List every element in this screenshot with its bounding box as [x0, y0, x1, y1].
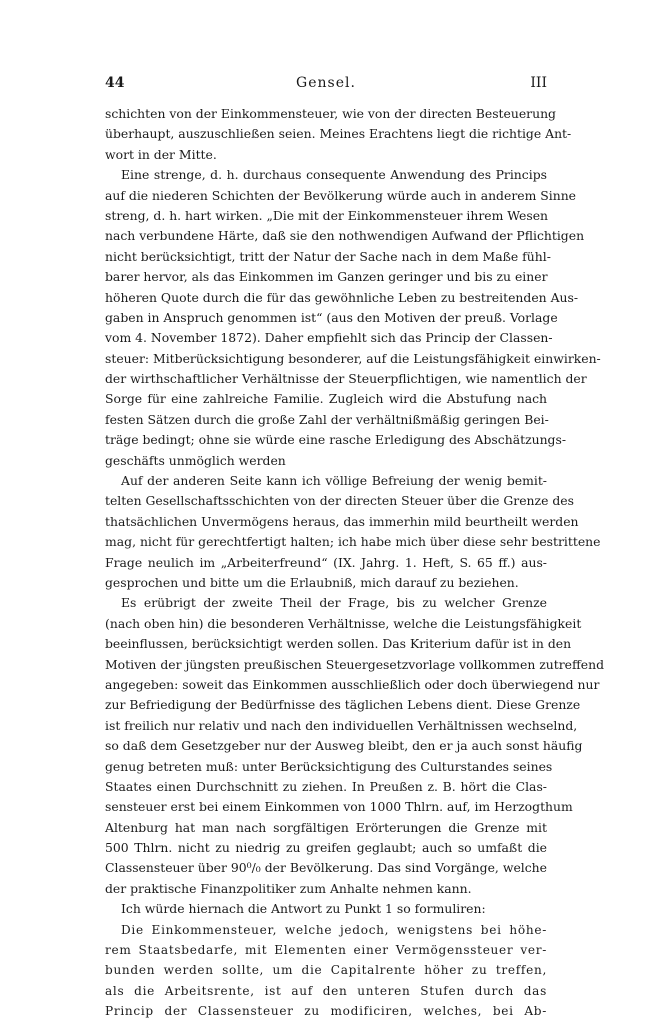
text-line: gaben in Anspruch genommen ist“ (aus den Motiven der preuß. Vorlage: [105, 309, 558, 325]
text-line: sensteuer erst bei einem Einkommen von 1000 Thlrn. auf, im Herzogthum: [105, 799, 573, 815]
text-line: geschäfts unmöglich werden: [105, 452, 286, 468]
text-line: 500 Thlrn. nicht zu niedrig zu greifen geglaubt; auch so umfaßt die: [105, 840, 547, 856]
text-line: thatsächlichen Unvermögens heraus, das immerhin mild beurtheilt werden: [105, 513, 579, 529]
text-line: Ich würde hiernach die Antwort zu Punkt 1 so formuliren:: [121, 901, 486, 917]
text-line: Es erübrigt der zweite Theil der Frage, bis zu welcher Grenze: [121, 595, 547, 611]
text-line: mag, nicht für gerechtfertigt halten; ich habe mich über diese sehr bestrittene: [105, 534, 601, 550]
text-line: Sorge für eine zahlreiche Familie. Zugleich wird die Abstufung nach: [105, 391, 547, 407]
text-line: zur Befriedigung der Bedürfnisse des täglichen Lebens dient. Diese Grenze: [105, 697, 581, 713]
running-header: [105, 75, 547, 97]
text-line: schichten von der Einkommensteuer, wie von der directen Besteuerung: [105, 106, 556, 121]
text-line: ist freilich nur relativ und nach den individuellen Verhältnissen wechselnd,: [105, 717, 578, 733]
text-line: als die Arbeitsrente, ist auf den unteren Stufen durch das: [105, 983, 547, 998]
text-line: angegeben: soweit das Einkommen ausschließlich oder doch überwiegend nur: [105, 676, 600, 692]
text-line: überhaupt, auszuschließen seien. Meines Erachtens liegt die richtige Ant-: [105, 126, 572, 142]
text-line: höheren Quote durch die für das gewöhnliche Leben zu bestreitenden Aus-: [105, 289, 579, 305]
text-line: vom 4. November 1872). Daher empfiehlt sich das Princip der Classen-: [105, 330, 553, 346]
text-line: Auf der anderen Seite kann ich völlige Befreiung der wenig bemit-: [121, 473, 547, 489]
text-line: streng, d. h. hart wirken. „Die mit der Einkommensteuer ihrem Wesen: [105, 207, 549, 223]
text-line: gesprochen und bitte um die Erlaubniß, mich darauf zu beziehen.: [105, 574, 519, 590]
text-line: telten Gesellschaftsschichten von der directen Steuer über die Grenze des: [105, 493, 574, 509]
text-line: nicht berücksichtigt, tritt der Natur der Sache nach in dem Maße fühl-: [105, 248, 551, 264]
text-line: Die Einkommensteuer, welche jedoch, wenigstens bei höhe-: [121, 922, 547, 937]
text-line: der wirthschaftlicher Verhältnisse der Steuerpflichtigen, wie namentlich der: [105, 371, 587, 387]
text-line: wort in der Mitte.: [105, 146, 217, 162]
text-line: barer hervor, als das Einkommen im Ganzen geringer und bis zu einer: [105, 269, 548, 285]
text-line: Frage neulich im „Arbeiterfreund“ (IX. Jahrg. 1. Heft, S. 65 ff.) aus-: [105, 554, 547, 570]
text-line: bunden werden sollte, um die Capitalrente höher zu treffen,: [105, 963, 547, 978]
text-line: rem Staatsbedarfe, mit Elementen einer Vermögenssteuer ver-: [105, 943, 547, 958]
text-line: Princip der Classensteuer zu modificiren, welches, bei Ab-: [105, 1004, 547, 1019]
text-line: so daß dem Gesetzgeber nur der Ausweg bleibt, den er ja auch sonst häufig: [105, 738, 583, 754]
page-body: [105, 104, 605, 1022]
text-line: auf die niederen Schichten der Bevölkerung würde auch in anderem Sinne: [105, 187, 577, 203]
text-line: (nach oben hin) die besonderen Verhältnisse, welche die Leistungsfähigkeit: [105, 615, 582, 631]
running-title: Gensel.: [296, 75, 356, 91]
page-number: 44: [105, 75, 125, 91]
text-line: Staates einen Durchschnitt zu ziehen. In Preußen z. B. hört die Clas-: [105, 778, 547, 794]
text-line: Altenburg hat man nach sorgfältigen Erörterungen die Grenze mit: [105, 819, 547, 835]
text-line: träge bedingt; ohne sie würde eine rasche Erledigung des Abschätzungs-: [105, 432, 567, 448]
text-line: beeinflussen, berücksichtigt werden sollen. Das Kriterium dafür ist in den: [105, 636, 572, 652]
text-line: Classensteuer über 90⁰/₀ der Bevölkerung. Das sind Vorgänge, welche: [105, 860, 547, 876]
text-line: steuer: Mitberücksichtigung besonderer, auf die Leistungsfähigkeit einwirken-: [105, 350, 601, 366]
text-line: nach verbundene Härte, daß sie den nothwendigen Aufwand der Pflichtigen: [105, 228, 585, 244]
text-line: Eine strenge, d. h. durchaus consequente Anwendung des Princips: [121, 167, 547, 183]
text-line: der praktische Finanzpolitiker zum Anhalte nehmen kann.: [105, 880, 472, 896]
section-number: III: [530, 75, 547, 91]
text-line: festen Sätzen durch die große Zahl der verhältnißmäßig geringen Bei-: [105, 411, 549, 427]
text-line: Motiven der jüngsten preußischen Steuergesetzvorlage vollkommen zutreffend: [105, 656, 605, 672]
text-line: genug betreten muß: unter Berücksichtigung des Culturstandes seines: [105, 758, 553, 774]
